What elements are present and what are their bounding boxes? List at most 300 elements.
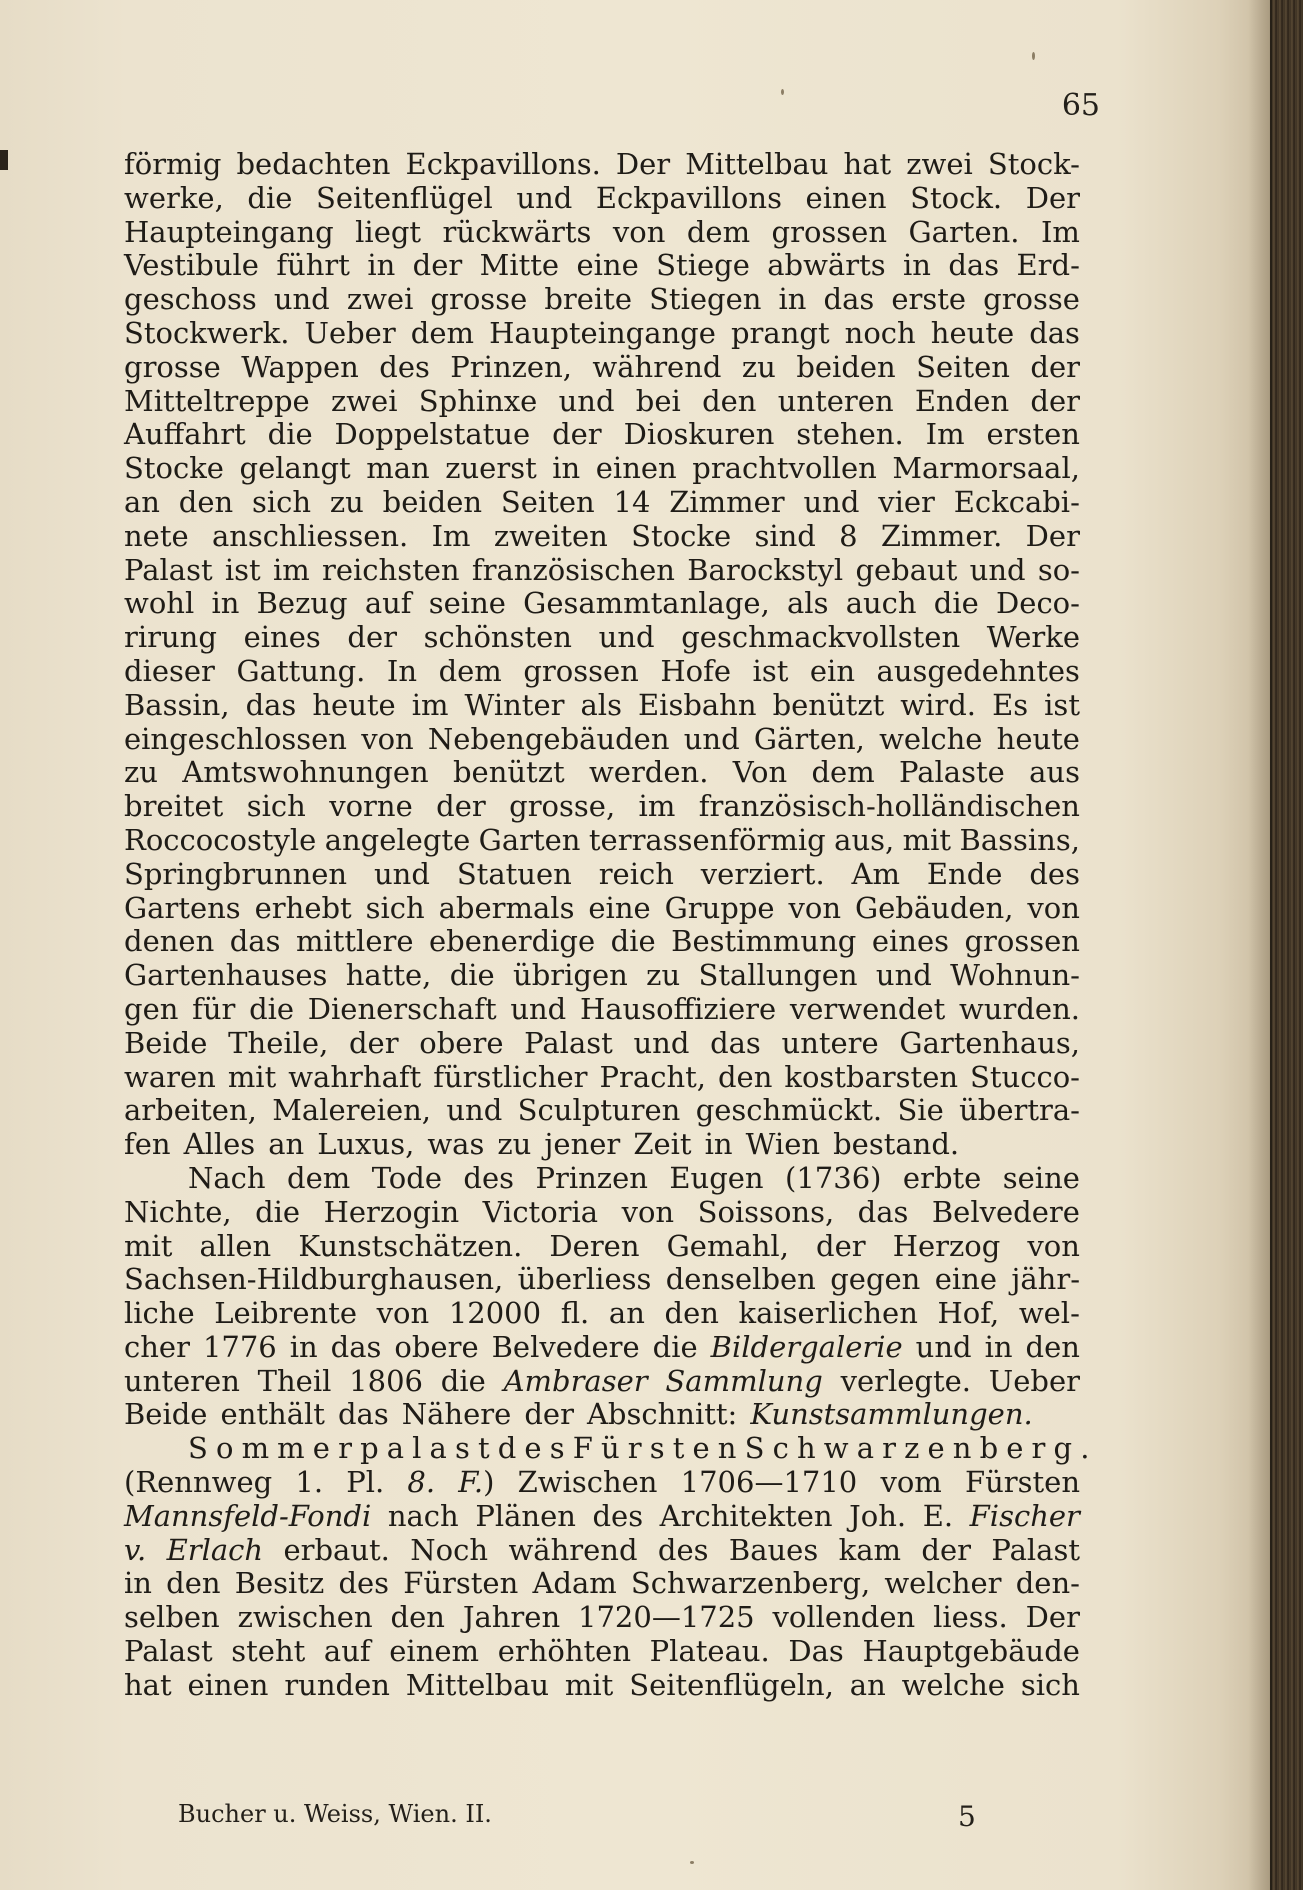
word-group [441, 1365, 486, 1399]
word-group [379, 351, 430, 385]
word: Werke [986, 620, 1080, 655]
word: französisch-holländischen [698, 789, 1080, 824]
word: ausgedehntes [876, 653, 1080, 688]
word-group [899, 756, 1005, 790]
word-group [508, 1534, 637, 1568]
word: geschoss [124, 282, 257, 317]
word: 1. [295, 1465, 324, 1500]
word: Von [732, 755, 788, 790]
word-group [295, 1466, 323, 1500]
word: Seiten [500, 484, 595, 519]
word: Deren [549, 1228, 640, 1263]
word: 12000 [448, 1296, 542, 1331]
word-group [331, 1331, 382, 1365]
word-group [588, 892, 650, 926]
word-group [658, 1534, 709, 1568]
word-group [429, 925, 595, 959]
word-group [445, 452, 537, 486]
word: cher [124, 1329, 190, 1364]
word-group [273, 554, 310, 588]
word-group [671, 925, 856, 959]
word: steht [231, 1634, 306, 1669]
word: das [857, 1194, 909, 1229]
word-group [665, 1297, 719, 1331]
word-group [322, 554, 460, 588]
word: während [592, 349, 722, 384]
word-group [639, 790, 676, 824]
word: grossen [964, 924, 1080, 959]
word-group [862, 1635, 1079, 1669]
word-group [124, 993, 178, 1027]
word: denen [124, 924, 215, 959]
word: Vestibule [124, 248, 259, 283]
word: erste [891, 282, 967, 317]
word-group [124, 587, 194, 621]
word: Sommerpalast [188, 1431, 498, 1466]
word-group [338, 1567, 389, 1601]
text-line [124, 1128, 1080, 1162]
word-group [985, 1331, 1013, 1365]
word: Baues [728, 1532, 819, 1567]
text-line [124, 1230, 1080, 1264]
word: zweiten [493, 518, 608, 553]
word: denselben [665, 1262, 816, 1297]
word-group [308, 993, 497, 1027]
word-group [167, 1534, 264, 1568]
word: Statuen [456, 856, 572, 891]
word-group [782, 1027, 879, 1061]
word-group [124, 790, 223, 824]
word: Nach [188, 1160, 266, 1195]
word-group [489, 317, 716, 351]
word-group [450, 959, 495, 993]
word-group [429, 587, 506, 621]
word-group [347, 283, 414, 317]
word: den [390, 1600, 445, 1635]
word-group [964, 925, 1080, 959]
word-group [561, 1297, 590, 1331]
word: obere [394, 1329, 479, 1364]
word: Gartenhaus, [899, 1025, 1080, 1060]
word: Zimmer [669, 484, 785, 519]
word-group [699, 790, 1080, 824]
word: die [440, 1363, 486, 1398]
word-group [432, 520, 471, 554]
word-group [298, 1230, 522, 1264]
word: Tode [371, 1160, 442, 1195]
word-group [361, 723, 414, 757]
word: für [192, 991, 236, 1026]
word: während [508, 1532, 638, 1567]
word-group [1016, 1567, 1080, 1601]
word-group [124, 317, 289, 351]
word-group [124, 756, 158, 790]
word-group [1026, 520, 1080, 554]
word: Bassins, [959, 822, 1080, 857]
word-group [544, 283, 632, 317]
word-group [124, 1398, 207, 1432]
word: des [592, 1498, 644, 1533]
word-group [324, 1196, 460, 1230]
word: 1706—1710 [680, 1465, 858, 1500]
word: wird. [900, 687, 977, 722]
word: Stock. [910, 180, 1003, 215]
word-group [247, 182, 292, 216]
word: Hof, [937, 1296, 1000, 1331]
word-group [124, 1601, 220, 1635]
word-group [702, 385, 756, 419]
word-group [739, 1297, 918, 1331]
word-group [846, 587, 917, 621]
word: Noch [410, 1532, 489, 1567]
text-line [124, 1297, 1080, 1331]
word-group [916, 351, 1010, 385]
word: grosse [430, 282, 528, 317]
word-group [419, 385, 538, 419]
word: Nähere [401, 1397, 512, 1432]
text-line [124, 452, 1080, 486]
word-group [855, 892, 1013, 926]
word-group [124, 1331, 190, 1365]
word-group [599, 621, 655, 655]
word-group [638, 689, 757, 723]
word: von [361, 721, 414, 756]
word-group [959, 1094, 1080, 1128]
word-group [192, 993, 235, 1027]
word-group [587, 1398, 737, 1432]
word-group [784, 1061, 958, 1095]
word-group [124, 824, 316, 858]
word: Marmorsaal, [892, 451, 1080, 486]
word-group [1003, 1162, 1080, 1196]
word: der [816, 1228, 866, 1263]
word: Eckpavillons [595, 180, 782, 215]
word-group [257, 587, 348, 621]
word-group [710, 1027, 761, 1061]
word-group [246, 689, 297, 723]
word: zwei [906, 147, 973, 181]
word: bestand. [833, 1127, 960, 1162]
word: selben [124, 1600, 220, 1635]
word: runden [284, 1667, 390, 1702]
word: der [412, 248, 463, 283]
printer-signature: Bucher u. Weiss, Wien. II. [178, 1800, 492, 1828]
word-group [845, 317, 916, 351]
word: als [787, 586, 829, 621]
word: Palast [124, 1634, 213, 1669]
word-group [787, 587, 828, 621]
word: und [446, 1093, 503, 1128]
word-group [899, 1027, 1080, 1061]
word: der [347, 620, 397, 655]
word-group [187, 1669, 268, 1703]
word-group [387, 655, 417, 689]
word: Zimmer. [880, 518, 1003, 553]
word-group [124, 452, 224, 486]
word: gelangt [239, 451, 351, 486]
word-group [346, 1466, 384, 1500]
text-line [124, 1635, 1080, 1669]
word-group [214, 1297, 357, 1331]
word: der [436, 789, 486, 824]
word-group [746, 1128, 820, 1162]
word-group [884, 1567, 1001, 1601]
word: im [411, 687, 449, 722]
word-group [633, 1027, 689, 1061]
word: übrigen [513, 958, 628, 993]
word-group [124, 723, 347, 757]
word-group [283, 1534, 389, 1568]
word: ) [483, 1465, 495, 1500]
word: Mitte [479, 248, 560, 283]
text-line [124, 1398, 1080, 1432]
word-group [839, 520, 857, 554]
word-group [660, 655, 731, 689]
word-group [983, 283, 1080, 317]
word: der [348, 1025, 399, 1060]
word: einen [805, 180, 887, 215]
word-group [124, 1094, 257, 1128]
word-group [406, 1669, 549, 1703]
word: und [516, 180, 573, 215]
word-group [696, 1094, 882, 1128]
word-group [921, 1534, 971, 1568]
word: verwendet [789, 991, 946, 1026]
word-group [745, 1432, 1098, 1466]
word: das [330, 1329, 382, 1364]
word-group [931, 317, 1014, 351]
word-group [876, 959, 932, 993]
word: breite [544, 282, 632, 317]
word: des [338, 1566, 390, 1601]
word: obere [419, 1025, 504, 1060]
paper-speck [1032, 52, 1035, 60]
word-group [785, 1162, 881, 1196]
word-group [773, 689, 885, 723]
word: grosse, [509, 789, 616, 824]
word-group [433, 1061, 587, 1095]
word: Herzog [892, 1228, 1001, 1263]
word: Adam [532, 1566, 617, 1601]
word: der [1030, 383, 1080, 418]
word-group [457, 858, 572, 892]
word: verziert. [700, 856, 825, 891]
word: Soissons, [697, 1194, 835, 1229]
word: 8. [407, 1465, 436, 1500]
word-group [498, 1635, 631, 1669]
word: heute [312, 687, 396, 722]
word: Im [431, 518, 471, 553]
word: Stock- [987, 147, 1080, 181]
word-group [970, 554, 1026, 588]
word-group [124, 351, 221, 385]
word: Schwarzenberg. [744, 1431, 1098, 1466]
word: In [386, 653, 418, 688]
word: mit [902, 822, 952, 857]
word: der [552, 417, 602, 452]
word-group [711, 1331, 903, 1365]
word-group [524, 1398, 574, 1432]
word-group [305, 317, 396, 351]
word: sich [365, 890, 425, 925]
word-group [124, 216, 334, 250]
word: Fürsten [572, 1431, 745, 1466]
word: Eugen [669, 1160, 764, 1195]
word: fl. [560, 1296, 590, 1331]
word-group [252, 486, 311, 520]
word-group [580, 993, 776, 1027]
word-group [124, 283, 257, 317]
word-group [249, 993, 294, 1027]
word-group [389, 1635, 479, 1669]
word-group [790, 993, 945, 1027]
word-group [552, 418, 602, 452]
word: Besitz [234, 1566, 325, 1601]
word-group [701, 858, 825, 892]
word: bei [635, 383, 681, 418]
word-group [934, 587, 979, 621]
word: Winter [464, 687, 565, 722]
word-group [316, 182, 493, 216]
word: Prinzen, [450, 349, 572, 384]
word-group [184, 1128, 256, 1162]
word-group [959, 993, 1080, 1027]
word: erbte [902, 1160, 982, 1195]
text-line [124, 1466, 1080, 1500]
word-group [225, 554, 261, 588]
word-group [124, 1263, 503, 1297]
word: Im [1040, 214, 1080, 249]
word: Eckcabi- [953, 484, 1080, 519]
word: kam [838, 1532, 901, 1567]
word: Mittelbau [405, 1667, 550, 1702]
word: Theil [257, 1363, 332, 1398]
word: stehen. [796, 417, 904, 452]
word-group [413, 249, 463, 283]
word: vorne [329, 789, 413, 824]
word: Stiege [656, 248, 750, 283]
word-group [665, 1365, 822, 1399]
word-group [687, 216, 750, 250]
word-group [552, 452, 580, 486]
word: den [178, 484, 234, 519]
word: im [272, 552, 310, 587]
word-group [633, 1128, 691, 1162]
word: grossen [523, 653, 639, 688]
word: die [247, 180, 293, 215]
word-group [803, 486, 859, 520]
word-group [1029, 317, 1080, 351]
word-group [996, 587, 1080, 621]
word-group [900, 689, 976, 723]
word-group [935, 1263, 997, 1297]
word: dem [438, 653, 502, 688]
word-group [987, 418, 1080, 452]
word: den [1025, 1329, 1080, 1364]
word: Prinzen [535, 1160, 648, 1195]
text-line [124, 1431, 1098, 1466]
word-group [855, 554, 957, 588]
word-group [565, 1669, 613, 1703]
word: Gartens [124, 890, 241, 925]
word-group [592, 351, 721, 385]
word-group [372, 1162, 442, 1196]
word: Gruppe [664, 890, 775, 925]
word: eines [243, 620, 321, 655]
word: reichsten [322, 552, 460, 587]
word-group [446, 1094, 502, 1128]
word: was [427, 1127, 485, 1162]
word: Joh. [849, 1498, 907, 1533]
word: 1806 [349, 1363, 423, 1398]
word-group [987, 621, 1080, 655]
word-group [589, 756, 708, 790]
word: Dienerschaft [307, 991, 497, 1026]
word: in [289, 1329, 318, 1364]
word-group [903, 249, 931, 283]
word-group [124, 1466, 272, 1500]
word: zu [741, 349, 776, 384]
word: und [875, 958, 932, 993]
word: gegen [830, 1262, 921, 1297]
word: Bassin, [124, 687, 230, 722]
page-number: 65 [1061, 88, 1100, 123]
word-group [516, 182, 572, 216]
word: Eisbahn [638, 687, 757, 722]
word-group [549, 1230, 639, 1264]
word: Fürsten [403, 1566, 519, 1601]
word: Garten. [908, 214, 1020, 249]
text-line [124, 1263, 1080, 1297]
word: die [249, 991, 295, 1026]
word-group [412, 689, 449, 723]
word-group [881, 520, 1002, 554]
word-group [124, 1567, 152, 1601]
word-group [235, 1567, 325, 1601]
page-footer [178, 1800, 978, 1840]
word: Palast [524, 1025, 613, 1060]
word: Der [615, 147, 671, 181]
word: überliess [517, 1262, 652, 1297]
word: 14 [613, 484, 651, 519]
word: Pl. [346, 1465, 385, 1500]
word: gen [124, 991, 179, 1026]
word-group [510, 993, 566, 1027]
word: Erlach [166, 1532, 264, 1567]
word-group [439, 655, 502, 689]
word: einen [187, 1667, 269, 1702]
word-group [374, 858, 430, 892]
word-group [1038, 554, 1080, 588]
word-group [228, 1061, 276, 1095]
text-line [124, 1567, 1080, 1601]
word: ist [1044, 687, 1080, 722]
word-group [124, 148, 221, 182]
word: sich [252, 484, 312, 519]
word-group [124, 418, 246, 452]
word-group [124, 486, 160, 520]
word: das [710, 1025, 761, 1060]
word-group [518, 1466, 658, 1500]
word: unteren [777, 383, 894, 418]
word-group [796, 418, 903, 452]
word-group [124, 858, 347, 892]
word: hatte, [345, 958, 432, 993]
word: an [268, 1127, 305, 1162]
word-group [849, 1500, 906, 1534]
word-group [988, 148, 1080, 182]
word: in [124, 1566, 152, 1601]
